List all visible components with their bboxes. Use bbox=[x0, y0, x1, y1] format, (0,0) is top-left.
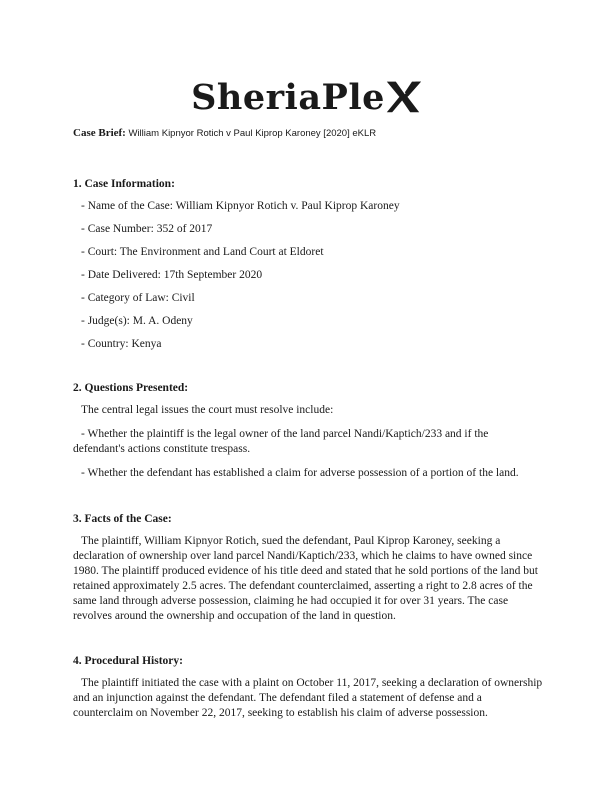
judges-item: - Judge(s): M. A. Odeny bbox=[81, 315, 193, 327]
case-name-item: - Name of the Case: William Kipnyor Rotich v. Paul Kiprop Karoney bbox=[81, 200, 400, 212]
facts-paragraph: The plaintiff, William Kipnyor Rotich, sued the defendant, Paul Kiprop Karoney, seeking a declaration of ownership over land parcel Nandi/Kaptich/233, which he claims to have owned since 1980. The plaintiff produced evidence of his title deed and stated that he sold portions of the land but retained approximately 2.5 acres. The defendant counterclaimed, asserting a right to 2.8 acres of the same land through adverse possession, claiming he had occupied it for over 31 years. The case revolves around the ownership and occupation of the land in question. bbox=[73, 535, 538, 622]
question-item: - Whether the defendant has established a claim for adverse possession of a portion of the land. bbox=[81, 467, 519, 479]
questions-presented-section bbox=[73, 381, 543, 490]
case-information-section bbox=[73, 177, 543, 360]
section-heading: 1. Case Information: bbox=[73, 178, 175, 190]
logo-x-mark-icon bbox=[385, 78, 421, 114]
section-heading: 3. Facts of the Case: bbox=[73, 513, 172, 525]
procedural-history-paragraph: The plaintiff initiated the case with a plaint on October 11, 2017, seeking a declaration of ownership and an injunction against the defendant. The defendant filed a statement of defense and a counterclaim on November 22, 2017, seeking to establish his claim of adverse possession. bbox=[73, 677, 543, 719]
questions-intro: The central legal issues the court must resolve include: bbox=[81, 404, 334, 416]
case-brief-line bbox=[73, 127, 376, 139]
facts-section bbox=[73, 512, 543, 633]
country-item: - Country: Kenya bbox=[81, 338, 162, 350]
question-item: - Whether the plaintiff is the legal owner of the land parcel Nandi/Kaptich/233 and if the defendant's actions constitute trespass. bbox=[73, 428, 489, 455]
section-heading: 2. Questions Presented: bbox=[73, 382, 189, 394]
category-of-law-item: - Category of Law: Civil bbox=[81, 292, 195, 304]
case-number-item: - Case Number: 352 of 2017 bbox=[81, 223, 213, 235]
logo-wordmark: SheriaPle bbox=[191, 77, 385, 118]
case-brief-label: Case Brief: bbox=[73, 127, 126, 139]
date-delivered-item: - Date Delivered: 17th September 2020 bbox=[81, 269, 263, 281]
procedural-history-section bbox=[73, 654, 543, 730]
court-item: - Court: The Environment and Land Court at Eldoret bbox=[81, 246, 324, 258]
case-brief-title: William Kipnyor Rotich v Paul Kiprop Karoney [2020] eKLR bbox=[125, 128, 377, 139]
section-heading: 4. Procedural History: bbox=[73, 655, 183, 667]
sheriaplex-logo bbox=[0, 76, 612, 120]
